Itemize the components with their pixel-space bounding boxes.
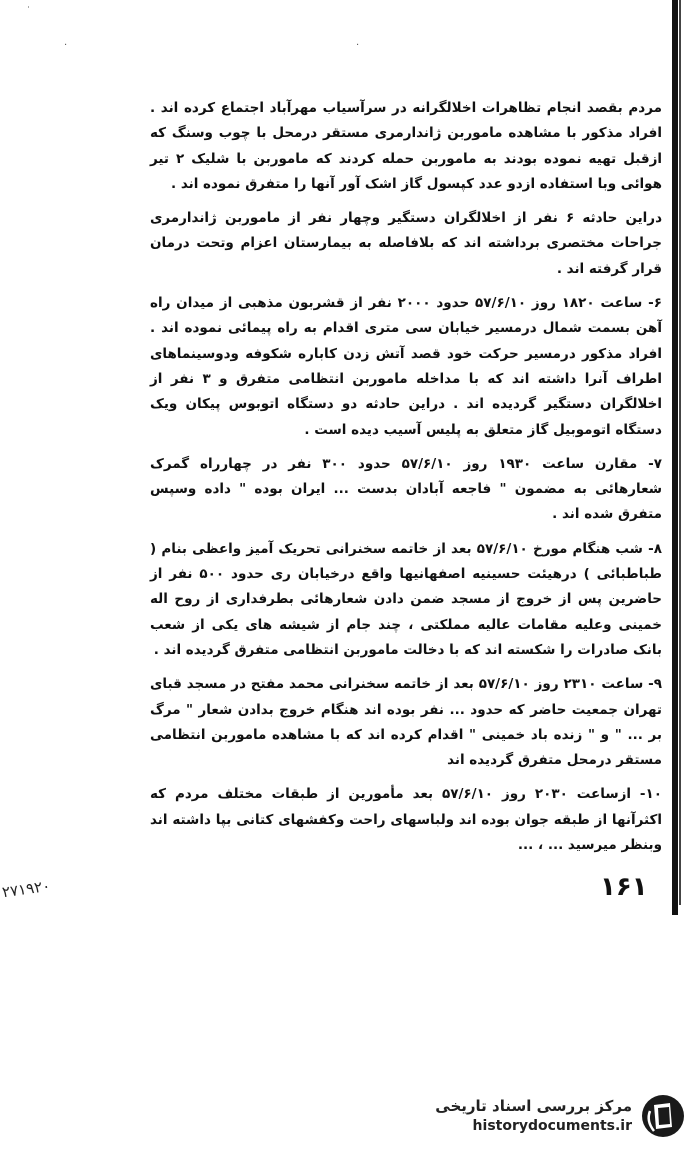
paragraph-item-9: ۹- ساعت ۲۳۱۰ روز ۵۷/۶/۱۰ بعد از خاتمه سخنرانی محمد مفتح در مسجد قبای تهران جمعیت حاضر که حدود ... نفر بوده اند هنگام خروج بدادن شعار " مرگ بر ... " و " زنده باد خمینی " اقدام کرده اند که با مشاهده ماموربن انتظامی مستقر درمحل متفرق گردیده اند	[150, 676, 662, 769]
paragraph-item-7: ۷- مقارن ساعت ۱۹۳۰ روز ۵۷/۶/۱۰ حدود ۳۰۰ نفر در چهارراه گمرک شعارهائی به مضمون " فاجعه آبادان بدست ... ایران بوده " داده وسپس متفرق شده اند .	[150, 455, 663, 523]
paragraph-1: مردم بقصد انجام تظاهرات اخلالگرانه در سرآسیاب مهرآباد اجتماع کرده اند . افراد مذکور با مشاهده ماموربن ژاندارمری مستقر درمحل با چوب وسنگ که ازقبل تهیه نموده بودند به ماموربن حمله کردند که ماموربن با شلیک ۲ تیر هوائی وبا استفاده ازدو عدد کپسول گاز اشک آور آنها را متفرق نموده اند .	[150, 100, 662, 192]
page-number: ۱۶۱	[600, 872, 648, 902]
paragraph-item-10: ۱۰- ازساعت ۲۰۳۰ روز ۵۷/۶/۱۰ بعد مأمورین از طبقات مختلف مردم که اکثرآنها از طبقه جوان بوده اند ولباسهای راحت وکفشهای کتانی بپا داشته اند وبنظر میرسید ... ، ...	[150, 786, 663, 854]
paragraph-item-6: ۶- ساعت ۱۸۲۰ روز ۵۷/۶/۱۰ حدود ۲۰۰۰ نفر از قشربون مذهبی از میدان راه آهن بسمت شمال درمسیر خیابان سی متری اقدام به راه پیمائی نموده اند . افراد مذکور درمسیر حرکت خود قصد آتش زدن کاباره شکوفه ودوسینماهای اطراف آنرا داشته اند که با مداخله ماموربن انتظامی متفرق و ۳ نفر از اخلالگران دستگیر گردیده اند . دراین حادثه دو دستگاه اتوبوس پیکان ویک دستگاه اتوموبیل گاز متعلق به پلیس آسیب دیده است .	[150, 295, 662, 438]
scan-speck: ˙	[26, 6, 31, 17]
archive-logo-icon	[640, 1091, 686, 1141]
archive-watermark	[435, 1086, 686, 1146]
archive-url: historydocuments.ir	[472, 1118, 632, 1134]
watermark-text	[435, 1096, 632, 1136]
document-body	[150, 96, 662, 867]
paragraph-2: دراین حادثه ۶ نفر از اخلالگران دستگیر وچهار نفر از ماموربن ژاندارمری جراحات مختصری برداشته اند که بلافاصله به بیمارستان اعزام وتحت درمان قرار گرفته اند .	[150, 210, 663, 277]
page-edge-line	[679, 0, 681, 905]
scan-speck: ·	[64, 40, 68, 51]
handwritten-margin-note: ۲۷۱۹۲۰	[0, 876, 52, 902]
scan-speck: ·	[356, 40, 360, 51]
page-edge-shadow	[672, 0, 678, 915]
paragraph-item-8: ۸- شب هنگام مورخ ۵۷/۶/۱۰ بعد از خاتمه سخنرانی تحریک آمیز واعظی بنام ( طباطبائی ) درهیئت حسینیه اصفهانیها واقع درخیابان ری حدود ۵۰۰ نفر از حاضرین پس از خروج از مسجد ضمن دادن شعارهائی بطرفداری از روح اله خمینی وعلیه مقامات عالیه مملکتی ، چند جام از شیشه های یکی از شعب بانک صادرات را شکسته اند که با دخالت ماموربن انتظامی متفرق گردیده اند .	[150, 540, 663, 658]
archive-name: مرکز بررسی اسناد تاریخی	[435, 1097, 632, 1115]
